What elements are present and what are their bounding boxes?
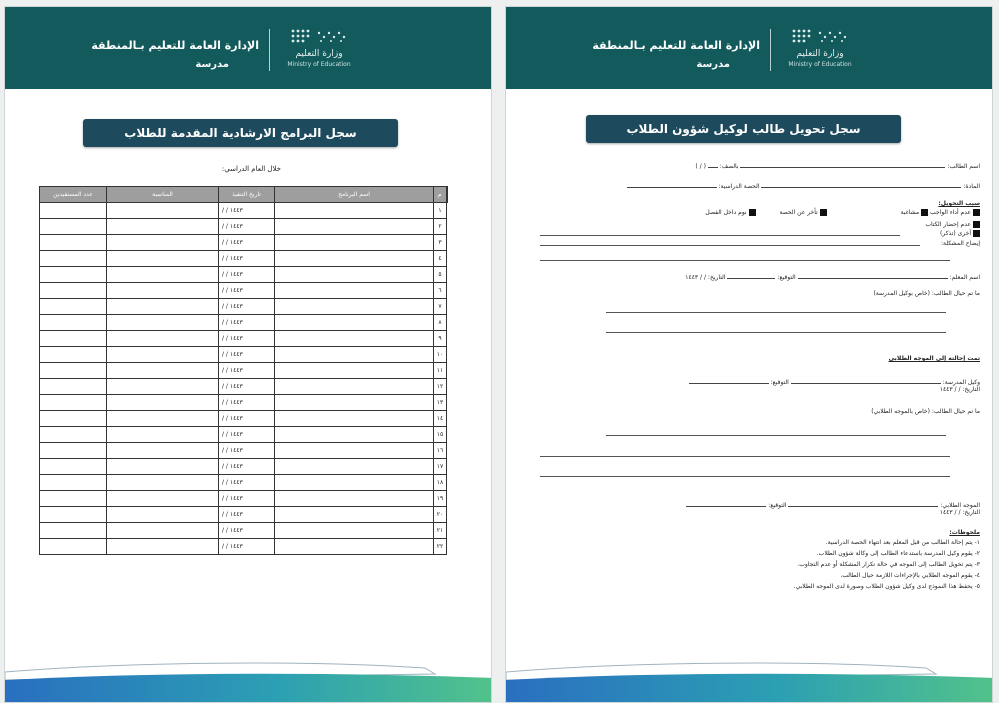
reason-options-row-1: عدم أداء الواجب مشاغبة تأخر عن الحصة نوم داخل الفصل xyxy=(705,209,980,216)
ministry-logo-dots-icon xyxy=(788,27,848,49)
row-number: ٥ xyxy=(434,267,447,283)
table-row xyxy=(40,395,447,411)
row-date: / / ١٤٤٣ xyxy=(219,411,275,427)
checkbox-icon[interactable] xyxy=(973,230,980,237)
col-header-date: تاريخ التنفيذ xyxy=(219,187,275,203)
note-item: ٤- يقوم الموجه الطلابي بالإجراءات اللازمة حيال الطالب. xyxy=(840,572,980,579)
row-number: ٤ xyxy=(434,251,447,267)
row-number: ١٣ xyxy=(434,395,447,411)
agent-signature-label: التوقيع: xyxy=(770,379,789,386)
row-number: ٢١ xyxy=(434,523,447,539)
row-beneficiaries xyxy=(40,299,107,315)
checkbox-icon[interactable] xyxy=(973,221,980,228)
table-row xyxy=(40,443,447,459)
notes-title: ملحوظات: xyxy=(949,529,980,536)
row-date: / / ١٤٤٣ xyxy=(219,395,275,411)
row-number: ٨ xyxy=(434,315,447,331)
row-program-name xyxy=(275,363,434,379)
field-teacher xyxy=(685,272,980,281)
footer-wave-decoration xyxy=(506,650,993,702)
page-title: سجل البرامج الارشادية المقدمة للطلاب xyxy=(83,119,398,147)
subject-label: المادة: xyxy=(963,183,980,190)
agent-label: وكيل المدرسة: xyxy=(942,379,980,386)
page-student-referral xyxy=(505,6,993,703)
row-program-name xyxy=(275,331,434,347)
row-occasion xyxy=(107,459,219,475)
clarify-label: إيضاح المشكلة: xyxy=(940,240,980,247)
school-label: مدرسة xyxy=(696,59,730,70)
ministry-logo xyxy=(786,27,854,71)
table-row xyxy=(40,507,447,523)
checkbox-icon[interactable] xyxy=(820,209,827,216)
row-beneficiaries xyxy=(40,315,107,331)
row-occasion xyxy=(107,443,219,459)
row-beneficiaries xyxy=(40,443,107,459)
table-row xyxy=(40,491,447,507)
ministry-logo xyxy=(285,27,353,71)
note-item: ٢- يقوم وكيل المدرسة باستدعاء الطالب إلى وكالة شؤون الطلاب. xyxy=(816,550,980,557)
field-counselor xyxy=(686,500,980,509)
period-blank xyxy=(627,181,717,188)
row-number: ٢٠ xyxy=(434,507,447,523)
row-beneficiaries xyxy=(40,491,107,507)
row-date: / / ١٤٤٣ xyxy=(219,363,275,379)
row-date: / / ١٤٤٣ xyxy=(219,475,275,491)
row-date: / / ١٤٤٣ xyxy=(219,507,275,523)
row-beneficiaries xyxy=(40,283,107,299)
checkbox-icon[interactable] xyxy=(921,209,928,216)
table-row xyxy=(40,267,447,283)
row-occasion xyxy=(107,315,219,331)
row-date: / / ١٤٤٣ xyxy=(219,219,275,235)
row-beneficiaries xyxy=(40,379,107,395)
row-number: ٧ xyxy=(434,299,447,315)
ministry-name-ar: وزارة التعليم xyxy=(295,49,343,59)
row-program-name xyxy=(275,395,434,411)
row-date: / / ١٤٤٣ xyxy=(219,331,275,347)
agent-date: التاريخ: / / ١٤٤٣ xyxy=(939,386,980,393)
col-header-number: م xyxy=(434,187,447,203)
note-item: ٣- يتم تحويل الطالب إلى الموجه في حالة تكرار المشكلة أو عدم التجاوب. xyxy=(797,561,980,568)
table-row xyxy=(40,475,447,491)
header-divider xyxy=(269,29,270,71)
class-label: بالصف: xyxy=(719,163,739,170)
row-beneficiaries xyxy=(40,363,107,379)
row-occasion xyxy=(107,299,219,315)
row-program-name xyxy=(275,299,434,315)
row-number: ١١ xyxy=(434,363,447,379)
row-occasion xyxy=(107,219,219,235)
row-date: / / ١٤٤٣ xyxy=(219,315,275,331)
table-row xyxy=(40,363,447,379)
subject-blank xyxy=(761,181,961,188)
row-occasion xyxy=(107,507,219,523)
row-beneficiaries xyxy=(40,347,107,363)
row-program-name xyxy=(275,219,434,235)
row-beneficiaries xyxy=(40,267,107,283)
row-program-name xyxy=(275,507,434,523)
table-row xyxy=(40,315,447,331)
reason-options-row-2: عدم إحضار الكتاب xyxy=(925,221,980,228)
row-beneficiaries xyxy=(40,523,107,539)
page-header xyxy=(5,7,491,89)
table-row xyxy=(40,523,447,539)
row-number: ١ xyxy=(434,203,447,219)
row-occasion xyxy=(107,427,219,443)
row-date: / / ١٤٤٣ xyxy=(219,427,275,443)
row-program-name xyxy=(275,283,434,299)
row-occasion xyxy=(107,235,219,251)
ministry-name-ar: وزارة التعليم xyxy=(796,49,844,59)
row-date: / / ١٤٤٣ xyxy=(219,459,275,475)
row-program-name xyxy=(275,459,434,475)
table-row xyxy=(40,427,447,443)
row-number: ٢٢ xyxy=(434,539,447,555)
row-occasion xyxy=(107,475,219,491)
ministry-logo-dots-icon xyxy=(287,27,347,49)
table-row xyxy=(40,219,447,235)
row-number: ١٠ xyxy=(434,347,447,363)
table-row xyxy=(40,251,447,267)
row-program-name xyxy=(275,539,434,555)
table-row xyxy=(40,379,447,395)
row-program-name xyxy=(275,267,434,283)
row-occasion xyxy=(107,539,219,555)
row-beneficiaries xyxy=(40,203,107,219)
row-beneficiaries xyxy=(40,235,107,251)
row-program-name xyxy=(275,523,434,539)
row-program-name xyxy=(275,235,434,251)
reason-other: أخرى (تذكر) xyxy=(940,230,980,237)
teacher-date-label: التاريخ: xyxy=(707,274,726,281)
row-program-name xyxy=(275,443,434,459)
row-beneficiaries xyxy=(40,395,107,411)
row-beneficiaries xyxy=(40,331,107,347)
row-occasion xyxy=(107,283,219,299)
footer-wave-decoration xyxy=(5,650,492,702)
row-beneficiaries xyxy=(40,459,107,475)
row-beneficiaries xyxy=(40,539,107,555)
col-header-beneficiaries: عدد المستفيدين xyxy=(40,187,107,203)
row-date: / / ١٤٤٣ xyxy=(219,203,275,219)
row-number: ١٨ xyxy=(434,475,447,491)
teacher-label: اسم المعلم: xyxy=(949,274,980,281)
row-number: ١٧ xyxy=(434,459,447,475)
row-program-name xyxy=(275,491,434,507)
ministry-name-en: Ministry of Education xyxy=(788,61,852,68)
row-occasion xyxy=(107,379,219,395)
admin-title: الإدارة العامة للتعليم بـالمنطقة xyxy=(592,39,760,52)
table-row xyxy=(40,539,447,555)
row-program-name xyxy=(275,315,434,331)
row-occasion xyxy=(107,363,219,379)
table-row xyxy=(40,203,447,219)
row-number: ١٩ xyxy=(434,491,447,507)
row-occasion xyxy=(107,411,219,427)
row-date: / / ١٤٤٣ xyxy=(219,267,275,283)
row-occasion xyxy=(107,491,219,507)
class-value: ( / ) xyxy=(695,163,706,170)
field-student-name xyxy=(695,161,980,170)
row-occasion xyxy=(107,203,219,219)
row-beneficiaries xyxy=(40,219,107,235)
row-number: ٩ xyxy=(434,331,447,347)
field-agent xyxy=(689,377,980,386)
teacher-signature-label: التوقيع: xyxy=(777,274,796,281)
page-header xyxy=(506,7,992,89)
student-name-label: اسم الطالب: xyxy=(947,163,980,170)
academic-year-label: خلال العام الدراسي: xyxy=(221,165,281,173)
row-occasion xyxy=(107,267,219,283)
col-header-program-name: اسم البرنامج xyxy=(275,187,434,203)
row-program-name xyxy=(275,427,434,443)
row-program-name xyxy=(275,347,434,363)
counselor-referral-heading: تمت إحالته إلى الموجه الطلابي xyxy=(888,355,980,362)
row-occasion xyxy=(107,395,219,411)
field-subject-period xyxy=(627,181,980,190)
row-number: ٣ xyxy=(434,235,447,251)
admin-title: الإدارة العامة للتعليم بـالمنطقة xyxy=(91,39,259,52)
row-beneficiaries xyxy=(40,475,107,491)
row-program-name xyxy=(275,475,434,491)
row-program-name xyxy=(275,203,434,219)
col-header-occasion: المناسبة xyxy=(107,187,219,203)
row-date: / / ١٤٤٣ xyxy=(219,523,275,539)
action-counselor-label: ما تم حيال الطالب: (خاص بالموجه الطلابي) xyxy=(871,408,980,415)
row-date: / / ١٤٤٣ xyxy=(219,379,275,395)
row-beneficiaries xyxy=(40,507,107,523)
row-number: ١٤ xyxy=(434,411,447,427)
page-title: سجل تحويل طالب لوكيل شؤون الطلاب xyxy=(586,115,901,143)
row-occasion xyxy=(107,251,219,267)
row-number: ١٦ xyxy=(434,443,447,459)
page-guidance-programs xyxy=(4,6,492,703)
table-row xyxy=(40,347,447,363)
checkbox-icon[interactable] xyxy=(973,209,980,216)
row-program-name xyxy=(275,411,434,427)
table-row xyxy=(40,411,447,427)
school-label: مدرسة xyxy=(195,59,229,70)
row-beneficiaries xyxy=(40,251,107,267)
table-row xyxy=(40,283,447,299)
counselor-signature-label: التوقيع: xyxy=(768,502,787,509)
row-program-name xyxy=(275,251,434,267)
row-date: / / ١٤٤٣ xyxy=(219,251,275,267)
period-label: الحصة الدراسية: xyxy=(718,183,760,190)
table-row xyxy=(40,459,447,475)
teacher-date-value: / / ١٤٤٣ xyxy=(685,274,706,281)
row-occasion xyxy=(107,523,219,539)
row-number: ١٢ xyxy=(434,379,447,395)
table-row xyxy=(40,299,447,315)
row-number: ١٥ xyxy=(434,427,447,443)
row-number: ٢ xyxy=(434,219,447,235)
note-item: ١- يتم إحالة الطالب من قبل المعلم بعد انتهاء الحصة الدراسية. xyxy=(825,539,980,546)
note-item: ٥- يحفظ هذا النموذج لدى وكيل شؤون الطلاب وصورة لدى الموجه الطلابي. xyxy=(793,583,980,590)
table-row xyxy=(40,331,447,347)
ministry-name-en: Ministry of Education xyxy=(287,61,351,68)
header-divider xyxy=(770,29,771,71)
action-agent-label: ما تم حيال الطالب: (خاص بوكيل المدرسة) xyxy=(873,290,980,297)
counselor-label: الموجه الطلابي: xyxy=(940,502,980,509)
table-row xyxy=(40,235,447,251)
row-number: ٦ xyxy=(434,283,447,299)
row-date: / / ١٤٤٣ xyxy=(219,443,275,459)
reason-title: سبب التحويل: xyxy=(938,200,980,207)
programs-table xyxy=(39,186,448,555)
row-date: / / ١٤٤٣ xyxy=(219,283,275,299)
counselor-date: التاريخ: / / ١٤٤٣ xyxy=(939,509,980,516)
row-date: / / ١٤٤٣ xyxy=(219,539,275,555)
checkbox-icon[interactable] xyxy=(749,209,756,216)
row-date: / / ١٤٤٣ xyxy=(219,235,275,251)
row-program-name xyxy=(275,379,434,395)
row-beneficiaries xyxy=(40,427,107,443)
row-date: / / ١٤٤٣ xyxy=(219,299,275,315)
student-name-blank xyxy=(740,161,945,168)
row-date: / / ١٤٤٣ xyxy=(219,491,275,507)
row-occasion xyxy=(107,331,219,347)
row-occasion xyxy=(107,347,219,363)
row-beneficiaries xyxy=(40,411,107,427)
row-date: / / ١٤٤٣ xyxy=(219,347,275,363)
